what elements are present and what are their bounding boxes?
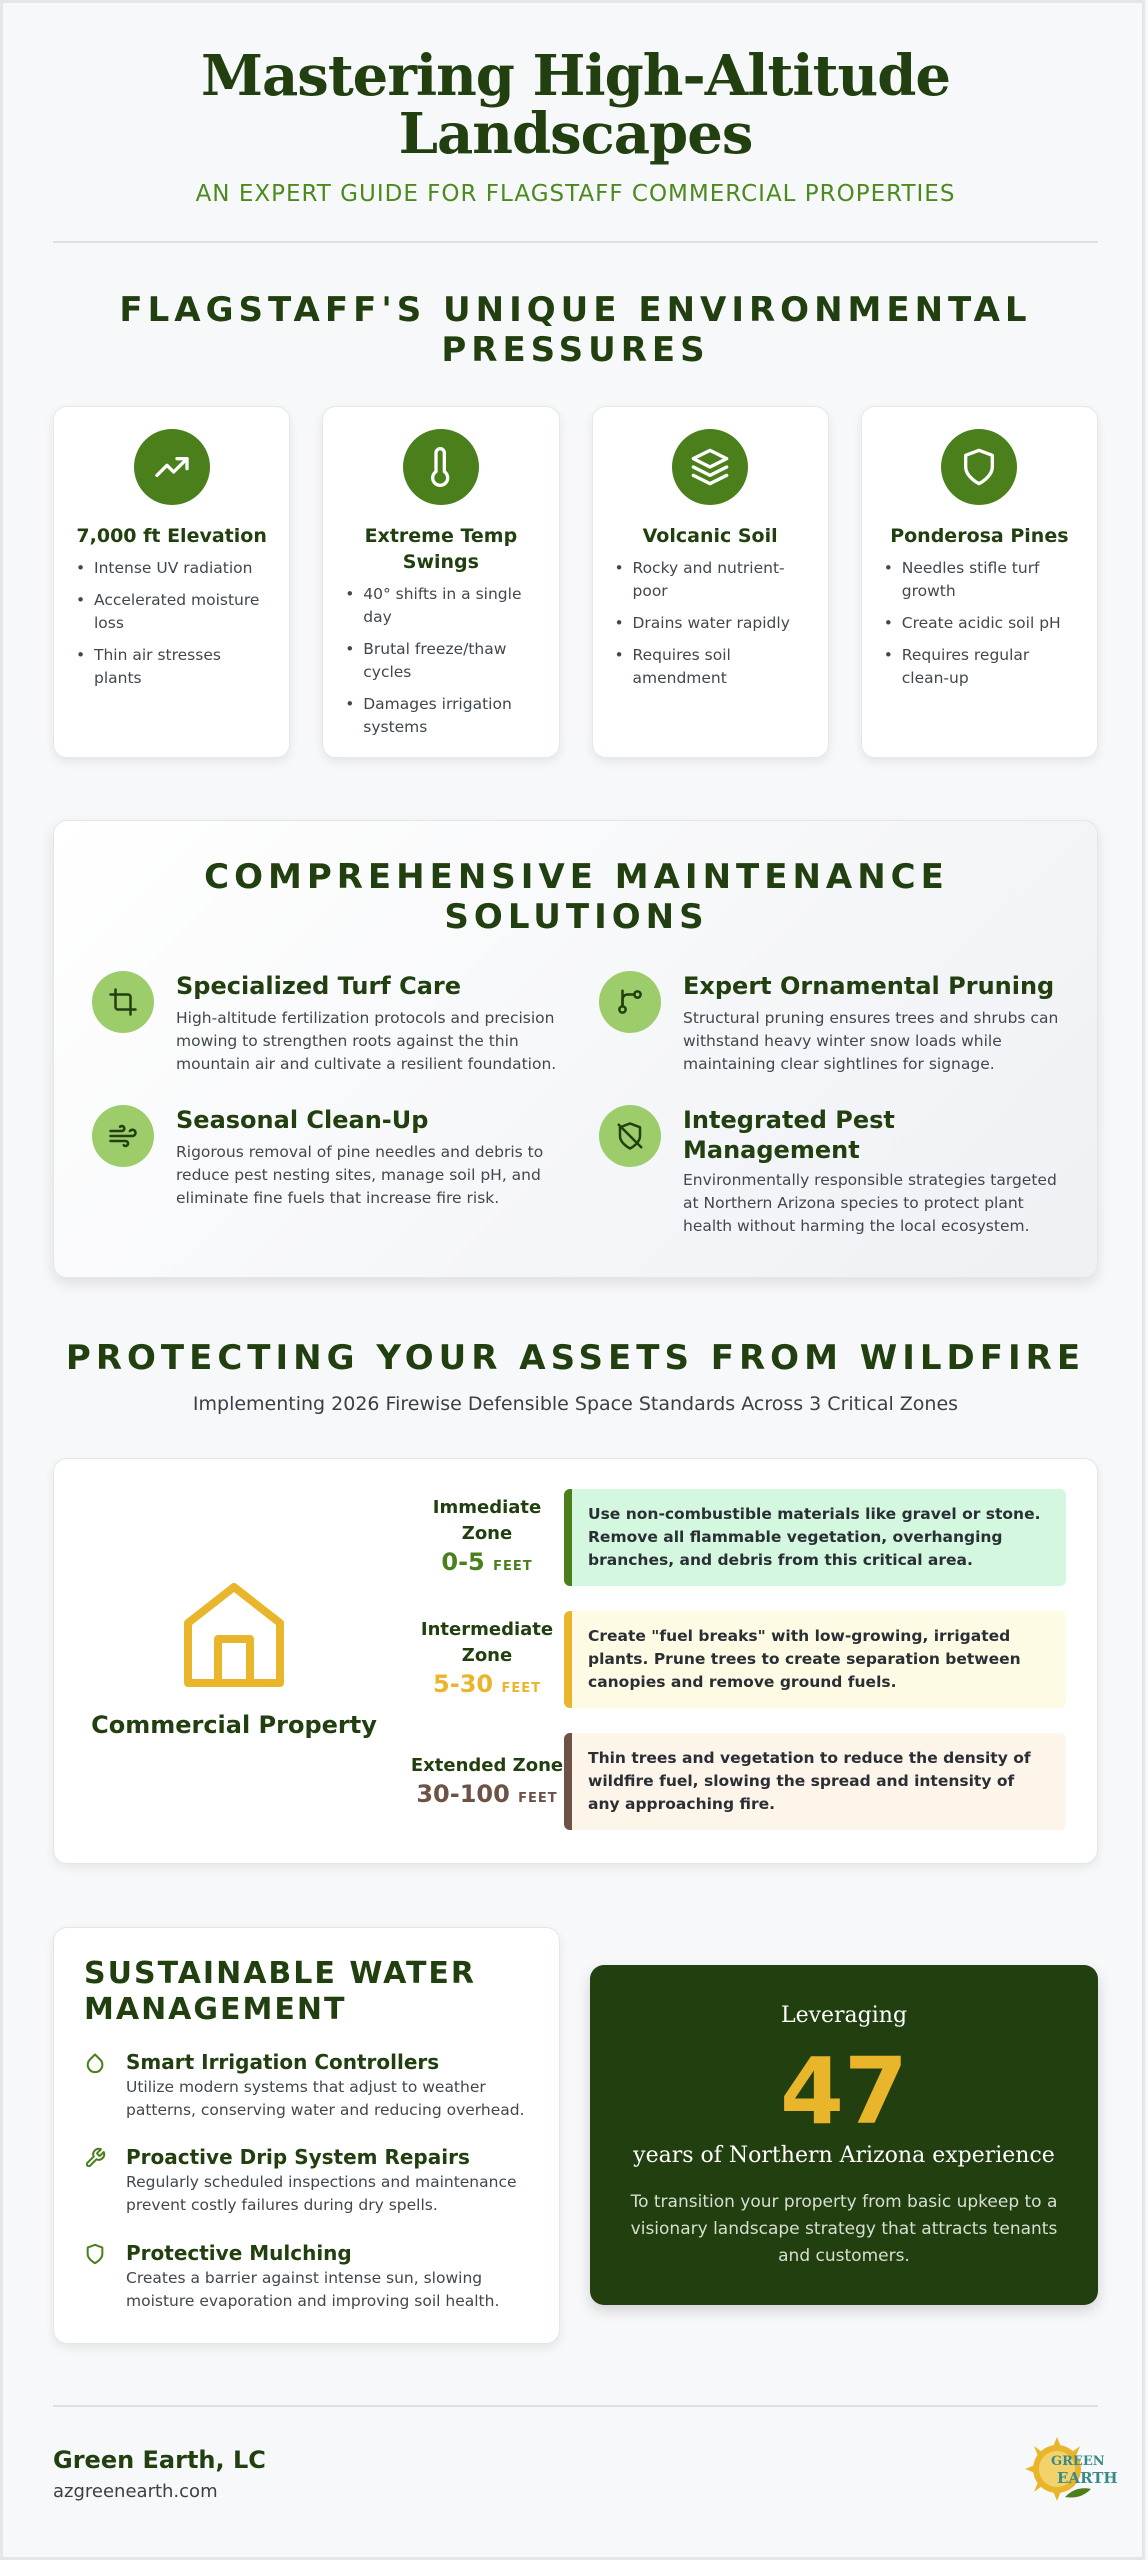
zone-name: Zone [461,1645,513,1666]
maintenance-item-desc: High-altitude fertilization protocols and precision mowing to strengthen roots against the thin mountain air and cultivate a resilient foundation. [176,1009,557,1073]
logo-text-line-2: EARTH [1057,2469,1118,2487]
wildfire-subtitle: Implementing 2026 Firewise Defensible Space Standards Across 3 Critical Zones [192,1393,959,1415]
card-title: Volcanic Soil [642,525,778,547]
maintenance-item-desc: Rigorous removal of pine needles and debris to reduce pest nesting sites, manage soil pH, and eliminate fine fuels that increase fire risk. [176,1143,544,1207]
list-item: • Thin air stresses plants [72,644,271,690]
water-item-title: Smart Irrigation Controllers [126,2050,440,2074]
zone-extended-desc: Thin trees and vegetation to reduce the density of wildfire fuel, slowing the spread and intensity of any approaching fire. [564,1733,1066,1830]
zone-unit: FEET [501,1681,541,1696]
divider-top [53,241,1098,243]
card-list [341,583,540,739]
zone-name: Immediate [432,1497,542,1518]
maintenance-item-title: Expert Ornamental Pruning [683,972,1055,1000]
pressures-title-line-1: FLAGSTAFF'S UNIQUE ENVIRONMENTAL [119,290,1032,330]
zone-name: Extended Zone [410,1755,564,1776]
pressure-card-temp [322,406,559,758]
zone-unit: FEET [493,1559,533,1574]
pressures-title-line-2: PRESSURES [441,330,710,370]
maintenance-title-line-1: COMPREHENSIVE MAINTENANCE [204,857,949,897]
card-list [880,557,1079,690]
water-item-title: Proactive Drip System Repairs [126,2145,470,2169]
water-title-line-1: SUSTAINABLE WATER [84,1956,477,1991]
water-item-desc: Creates a barrier against intense sun, slowing moisture evaporation and improving soil health. [126,2269,500,2310]
card-title: 7,000 ft Elevation [76,525,267,547]
zone-range [402,1779,572,1814]
water-title [84,1956,524,2028]
list-item: • Drains water rapidly [611,612,810,635]
wildfire-title: PROTECTING YOUR ASSETS FROM WILDFIRE [65,1338,1086,1378]
shield-icon [941,429,1017,505]
zone-range-value: 5-30 [433,1670,494,1698]
wildfire-zones-panel [53,1458,1098,1864]
zone-extended-label [402,1753,572,1814]
shield-off-icon [599,1105,661,1167]
maintenance-item-desc: Environmentally responsible strategies targeted at Northern Arizona species to protect plant health without harming the local ecosystem. [683,1171,1057,1235]
zone-range-value: 0-5 [441,1548,485,1576]
list-item: • Damages irrigation systems [341,693,540,739]
zone-intermediate-desc: Create "fuel breaks" with low-growing, irrigated plants. Prune trees to create separation between canopies and remove ground fuels. [564,1611,1066,1708]
wrench-icon [84,2147,106,2173]
list-item: • Intense UV radiation [72,557,271,580]
water-title-line-2: MANAGEMENT [84,1992,347,2027]
list-item: • Requires soil amendment [611,644,810,690]
list-item: • Requires regular clean-up [880,644,1079,690]
zone-range-value: 30-100 [416,1780,510,1808]
house-icon [182,1581,286,1693]
list-item: • Needles stifle turf growth [880,557,1079,603]
page-title [3,43,1148,167]
maintenance-title [54,857,1099,937]
maintenance-item-title: Seasonal Clean-Up [176,1106,429,1134]
crop-icon [92,971,154,1033]
shield-icon [84,2243,106,2269]
maintenance-item-title: Integrated Pest Management [683,1106,895,1164]
experience-desc: To transition your property from basic upkeep to a visionary landscape strategy that attracts tenants and customers. [630,2192,1058,2266]
list-item: • Rocky and nutrient-poor [611,557,810,603]
maintenance-item-desc: Structural pruning ensures trees and shrubs can withstand heavy winter snow loads while maintaining clear sightlines for signage. [683,1009,1059,1073]
pressures-title [3,290,1148,370]
zone-range [412,1547,562,1582]
maintenance-item-title: Specialized Turf Care [176,972,461,1000]
company-name: Green Earth, LC [53,2446,266,2474]
company-url[interactable]: azgreenearth.com [53,2481,218,2502]
list-item: • Brutal freeze/thaw cycles [341,638,540,684]
card-list [72,557,271,690]
pressure-cards [53,406,1098,758]
water-management-card [53,1927,560,2344]
branch-icon [599,971,661,1033]
card-list [611,557,810,690]
zone-name: Intermediate [420,1619,554,1640]
page-title-line-1: Mastering High-Altitude [201,43,950,109]
zone-intermediate-label [412,1617,562,1704]
experience-number: 47 [779,2038,909,2145]
trending-up-icon [134,429,210,505]
experience-lead: Leveraging [780,2003,908,2028]
zone-unit: FEET [518,1791,558,1806]
experience-years: years of Northern Arizona experience [633,2143,1055,2168]
zone-name: Zone [461,1523,513,1544]
pressure-card-pines [861,406,1098,758]
list-item: • Create acidic soil pH [880,612,1079,635]
zone-immediate-label [412,1495,562,1582]
property-label: Commercial Property [91,1711,377,1739]
zone-immediate-desc: Use non-combustible materials like gravel or stone. Remove all flammable vegetation, overhanging branches, and debris from this critical area. [564,1489,1066,1586]
pressure-card-soil [592,406,829,758]
pressure-card-elevation [53,406,290,758]
experience-card [590,1965,1098,2305]
card-title: Extreme Temp Swings [364,525,518,573]
water-item-title: Protective Mulching [126,2241,352,2265]
maintenance-title-line-2: SOLUTIONS [444,897,709,937]
maintenance-panel [53,820,1098,1278]
green-earth-logo [1021,2431,1118,2505]
card-title: Ponderosa Pines [890,525,1069,547]
droplet-icon [84,2052,106,2078]
page-title-line-2: Landscapes [398,101,753,167]
water-item-desc: Regularly scheduled inspections and maintenance prevent costly failures during dry spells. [126,2173,517,2214]
zone-range [412,1669,562,1704]
logo-text-line-1: GREEN [1051,2454,1105,2469]
layers-icon [672,429,748,505]
thermometer-icon [403,429,479,505]
divider-footer [53,2405,1098,2407]
water-item-desc: Utilize modern systems that adjust to weather patterns, conserving water and reducing overhead. [126,2078,525,2119]
wind-icon [92,1105,154,1167]
list-item: • 40° shifts in a single day [341,583,540,629]
list-item: • Accelerated moisture loss [72,589,271,635]
page-subtitle: AN EXPERT GUIDE FOR FLAGSTAFF COMMERCIAL PROPERTIES [195,181,956,207]
